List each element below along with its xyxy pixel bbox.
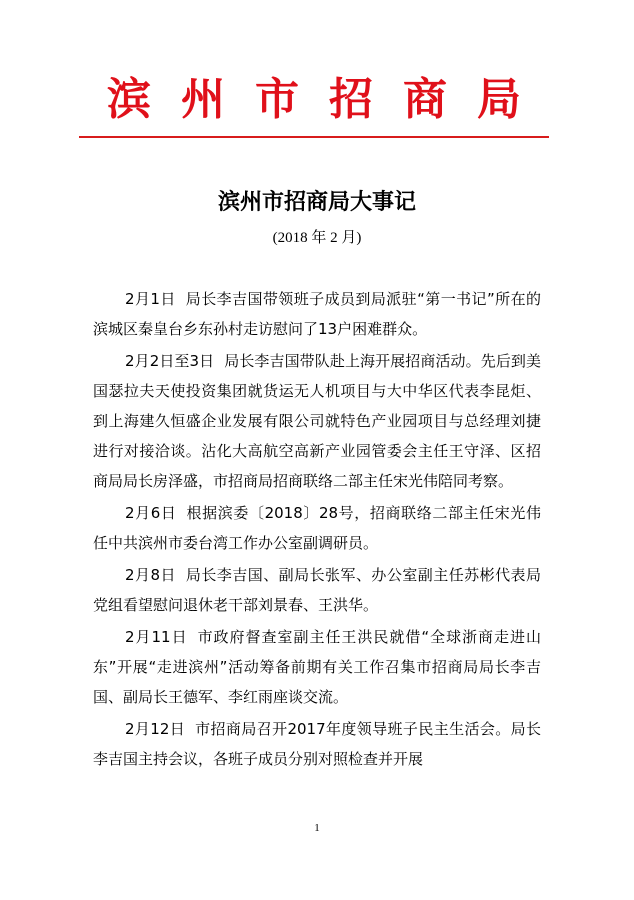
event-entry (93, 622, 541, 712)
event-text: 局长李吉国、副局长张军、办公室副主任苏彬代表局党组看望慰问退休老干部刘景春、王洪华。 (93, 566, 541, 614)
page-number: 1 (314, 822, 320, 834)
masthead-red-rule (79, 136, 549, 138)
event-text: 局长李吉国带领班子成员到局派驻“第一书记”所在的滨城区秦皇台乡东孙村走访慰问了13户困难群众。 (93, 290, 542, 338)
event-date: 2月2日至3日 (125, 352, 215, 370)
masthead-title: 滨州市招商局 (107, 74, 551, 125)
event-text: 市招商局召开2017年度领导班子民主生活会。局长李吉国主持会议，各班子成员分别对照检查并开展 (93, 720, 541, 768)
event-date: 2月8日 (125, 566, 176, 584)
document-title: 滨州市招商局大事记 (217, 189, 416, 215)
event-entry (93, 346, 541, 496)
event-entry (93, 498, 541, 558)
event-date: 2月1日 (125, 290, 176, 308)
event-text: 根据滨委〔2018〕28号，招商联络二部主任宋光伟任中共滨州市委台湾工作办公室副调研员。 (93, 504, 541, 552)
document-body (93, 284, 541, 776)
event-date: 2月12日 (125, 720, 186, 738)
event-text: 市政府督查室副主任王洪民就借“全球浙商走进山东”开展“走进滨州”活动筹备前期有关工作召集市招商局局长李吉国、副局长王德军、李红雨座谈交流。 (93, 628, 541, 706)
event-entry (93, 560, 541, 620)
event-text: 局长李吉国带队赴上海开展招商活动。先后到美国瑟拉夫天使投资集团就货运无人机项目与大中华区代表李昆炬、到上海建久恒盛企业发展有限公司就特色产业园项目与总经理刘捷进行对接洽谈。沾化大高航空高新产业园管委会主任王守泽、区招商局局长房泽盛，市招商局招商联络二部主任宋光伟陪同考察。 (93, 352, 541, 490)
event-entry (93, 714, 541, 774)
document-subtitle: (2018 年 2 月) (272, 230, 362, 246)
event-entry (93, 284, 541, 344)
event-date: 2月6日 (125, 504, 177, 522)
event-date: 2月11日 (125, 628, 188, 646)
